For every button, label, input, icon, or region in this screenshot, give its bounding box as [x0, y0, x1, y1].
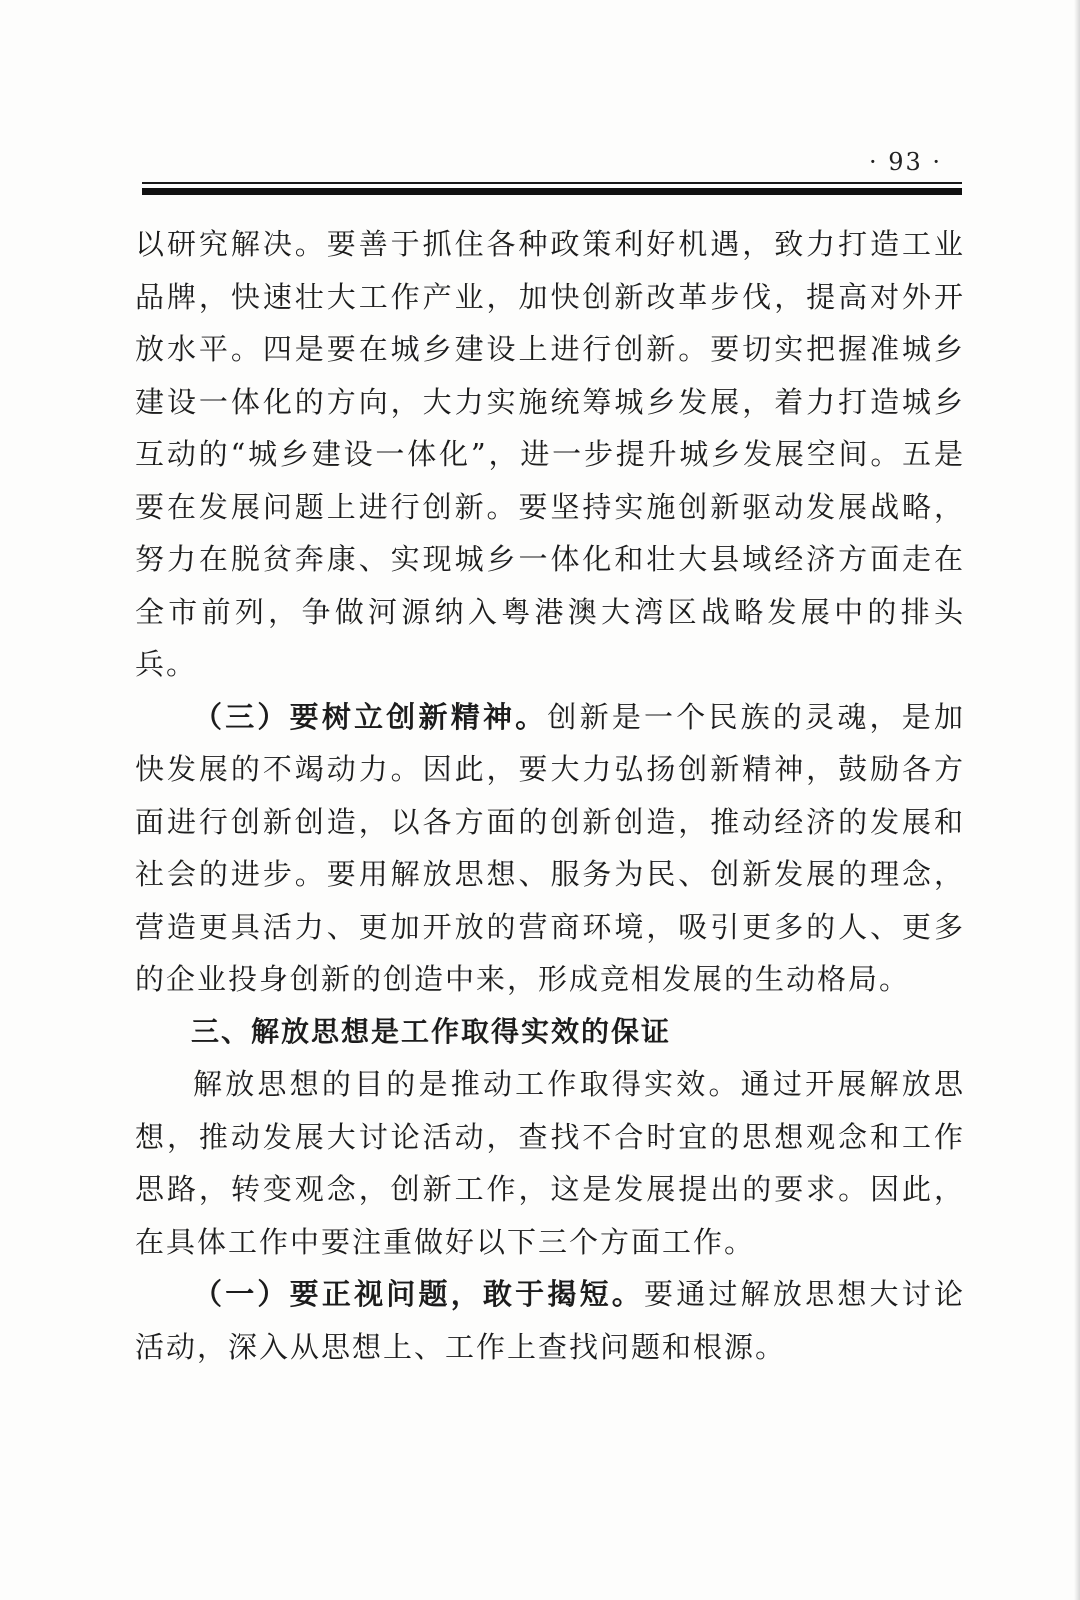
header-rule-thin: [142, 182, 962, 184]
paragraph-2-lead: （三）要树立创新精神。: [193, 699, 548, 734]
header-rule-thick: [142, 188, 962, 195]
paragraph-4-lead: （一）要正视问题，敢于揭短。: [193, 1277, 645, 1311]
page-number: · 93 ·: [868, 148, 942, 176]
paragraph-2: [135, 691, 965, 1006]
page-edge-shadow: [1074, 0, 1080, 1600]
section-heading: 三、解放思想是工作取得实效的保证: [191, 1014, 672, 1048]
paragraph-3: 解放思想的目的是推动工作取得实效。通过开展解放思想，推动发展大讨论活动，查找不合时宜的思想观念和工作思路，转变观念，创新工作，这是发展提出的要求。因此，在具体工作中要注重做好以下三个方面工作。: [135, 1067, 965, 1259]
body-text: [135, 218, 965, 1373]
paragraph-2-text: 创新是一个民族的灵魂，是加快发展的不竭动力。因此，要大力弘扬创新精神，鼓励各方面进行创新创造，以各方面的创新创造，推动经济的发展和社会的进步。要用解放思想、服务为民、创新发展的理念，营造更具活力、更加开放的营商环境，吸引更多的人、更多的企业投身创新的创造中来，形成竞相发展的生动格局。: [135, 699, 965, 996]
paragraph-4: [135, 1268, 965, 1373]
paragraph-1: 以研究解决。要善于抓住各种政策利好机遇，致力打造工业品牌，快速壮大工作产业，加快创新改革步伐，提高对外开放水平。四是要在城乡建设上进行创新。要切实把握准城乡建设一体化的方向，大力实施统筹城乡发展，着力打造城乡互动的“城乡建设一体化”，进一步提升城乡发展空间。五是要在发展问题上进行创新。要坚持实施创新驱动发展战略，努力在脱贫奔康、实现城乡一体化和壮大县域经济方面走在全市前列，争做河源纳入粤港澳大湾区战略发展中的排头兵。: [135, 227, 965, 681]
paragraph-4-text: 要通过解放思想大讨论活动，深入从思想上、工作上查找问题和根源。: [135, 1277, 965, 1364]
